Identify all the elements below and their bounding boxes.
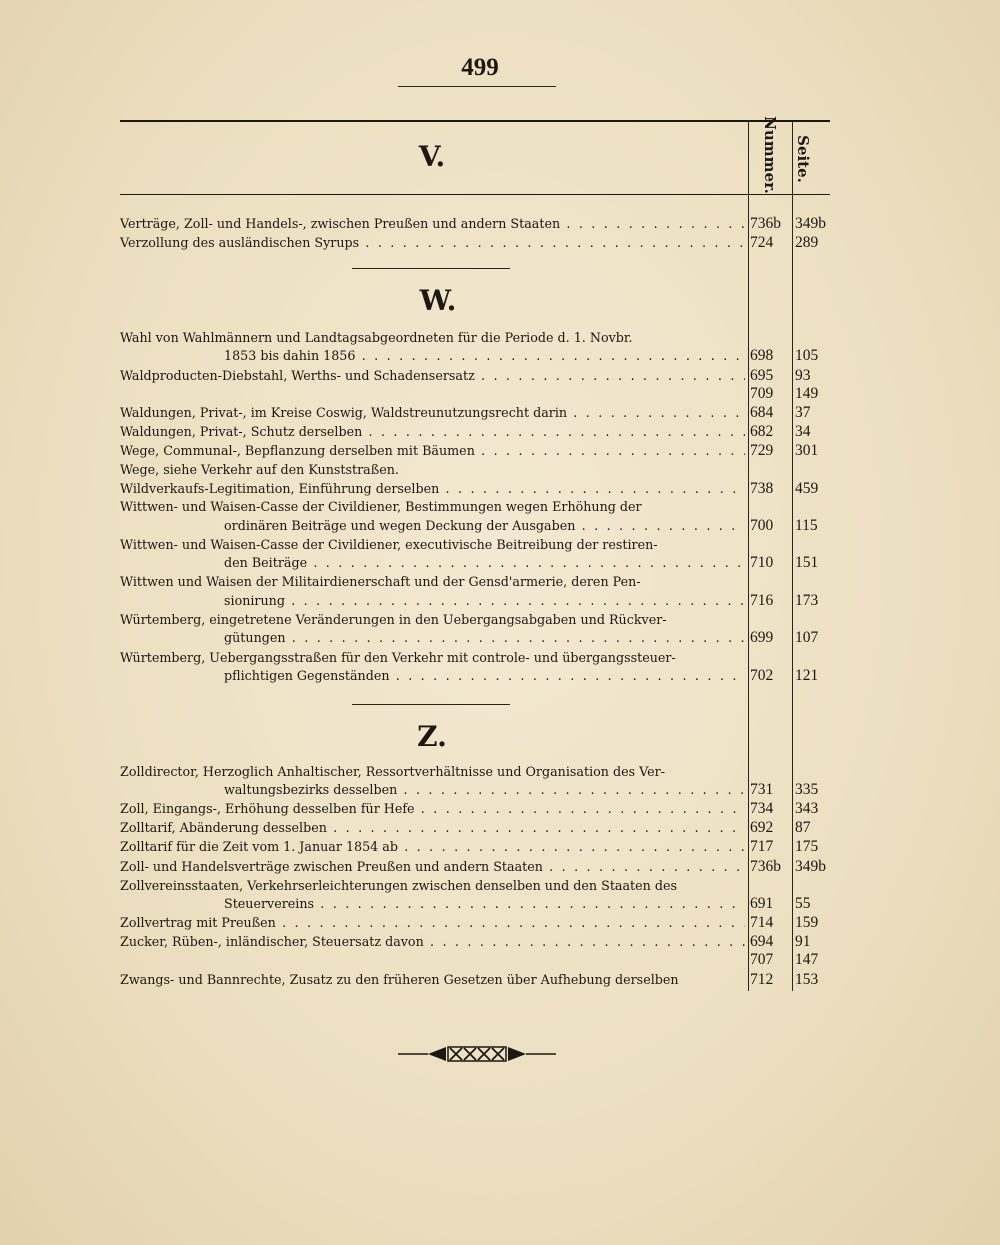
entry-nummer: 710 — [750, 554, 774, 571]
index-entry-continuation: den Beiträge . . . — [224, 553, 745, 572]
entry-seite: 349b — [795, 858, 826, 875]
entry-seite: 107 — [795, 629, 819, 646]
index-entry: Waldproducten-Diebstahl, Werths- und Schadensersatz . . . — [120, 366, 745, 385]
entry-nummer: 724 — [750, 234, 774, 251]
page-number-rule — [398, 86, 556, 87]
entry-nummer: 717 — [750, 838, 774, 855]
index-entry: Wittwen- und Waisen-Casse der Civildiener, Bestimmungen wegen Erhöhung der — [120, 499, 642, 514]
entry-nummer: 698 — [750, 347, 774, 364]
entry-nummer: 700 — [750, 517, 774, 534]
entry-seite: 335 — [795, 781, 819, 798]
index-entry: Zollvereinsstaaten, Verkehrserleichterungen zwischen denselben und den Staaten des — [120, 878, 677, 893]
entry-seite: 349b — [795, 215, 826, 232]
entry-nummer: 731 — [750, 781, 774, 798]
index-entry: Zucker, Rüben-, inländischer, Steuersatz davon . . . — [120, 932, 745, 951]
entry-nummer: 707 — [750, 951, 774, 968]
section-separator-rule — [352, 268, 510, 269]
entry-seite: 34 — [795, 423, 811, 440]
entry-nummer: 712 — [750, 971, 774, 988]
index-entry: Verzollung des ausländischen Syrups . . . — [120, 233, 745, 252]
entry-nummer: 736b — [750, 858, 781, 875]
index-entry: Wildverkaufs-Legitimation, Einführung derselben . . . — [120, 479, 745, 498]
entry-seite: 301 — [795, 442, 819, 459]
entry-nummer: 694 — [750, 933, 774, 950]
entry-seite: 87 — [795, 819, 811, 836]
index-entry-continuation: 1853 bis dahin 1856 . . . — [224, 346, 745, 365]
index-entry: Zolltarif, Abänderung desselben . . . — [120, 818, 745, 837]
index-entry: Wittwen und Waisen der Militairdienerschaft und der Gensd'armerie, deren Pen- — [120, 574, 641, 589]
index-entry: Wahl von Wahlmännern und Landtagsabgeordneten für die Periode d. 1. Novbr. — [120, 330, 633, 345]
entry-nummer: 738 — [750, 480, 774, 497]
index-entry: Würtemberg, eingetretene Veränderungen in den Uebergangsabgaben und Rückver- — [120, 612, 667, 627]
index-entry: Wege, Communal-, Bepflanzung derselben mit Bäumen . . . — [120, 441, 745, 460]
entry-seite: 149 — [795, 385, 819, 402]
entry-nummer: 734 — [750, 800, 774, 817]
index-entry: Waldungen, Privat-, im Kreise Coswig, Waldstreunutzungsrecht darin . . . — [120, 403, 745, 422]
index-entry: Waldungen, Privat-, Schutz derselben . . . — [120, 422, 745, 441]
index-entry: Zwangs- und Bannrechte, Zusatz zu den früheren Gesetzen über Aufhebung derselben — [120, 972, 679, 987]
index-entry: Wittwen- und Waisen-Casse der Civildiener, executivische Beitreibung der restiren- — [120, 537, 658, 552]
entry-nummer: 695 — [750, 367, 774, 384]
index-entry-continuation: Steuervereins . . . — [224, 894, 745, 913]
entry-nummer: 692 — [750, 819, 774, 836]
section-letter-z: Z. — [417, 720, 447, 753]
entry-nummer: 699 — [750, 629, 774, 646]
entry-nummer: 682 — [750, 423, 774, 440]
entry-seite: 55 — [795, 895, 811, 912]
entry-nummer: 736b — [750, 215, 781, 232]
entry-seite: 173 — [795, 592, 819, 609]
entry-nummer: 702 — [750, 667, 774, 684]
entry-seite: 153 — [795, 971, 819, 988]
index-entry: Zolldirector, Herzoglich Anhaltischer, Ressortverhältnisse und Organisation des Ver- — [120, 764, 666, 779]
entry-seite: 37 — [795, 404, 811, 421]
section-letter-w: W. — [419, 284, 457, 317]
column-divider-seite — [792, 121, 793, 991]
column-divider-nummer — [748, 121, 749, 991]
entry-seite: 147 — [795, 951, 819, 968]
index-entry: Verträge, Zoll- und Handels-, zwischen Preußen und andern Staaten . . . — [120, 214, 745, 233]
entry-seite: 91 — [795, 933, 811, 950]
end-ornament — [398, 1044, 556, 1064]
index-entry-continuation: waltungsbezirks desselben . . . — [224, 780, 745, 799]
entry-seite: 151 — [795, 554, 819, 571]
index-entry-continuation: gütungen . . . — [224, 628, 745, 647]
page-number: 499 — [461, 54, 499, 81]
index-entry: Zoll- und Handelsverträge zwischen Preußen und andern Staaten . . . — [120, 857, 745, 876]
entry-nummer: 716 — [750, 592, 774, 609]
index-entry-continuation: pflichtigen Gegenständen . . . — [224, 666, 745, 685]
entry-nummer: 684 — [750, 404, 774, 421]
entry-seite: 105 — [795, 347, 819, 364]
index-entry: Zoll, Eingangs-, Erhöhung desselben für Hefe . . . — [120, 799, 745, 818]
section-letter-v: V. — [418, 140, 446, 173]
entry-seite: 115 — [795, 517, 818, 534]
entry-nummer: 691 — [750, 895, 774, 912]
index-entry: Zolltarif für die Zeit vom 1. Januar 1854 ab . . . — [120, 837, 745, 856]
entry-seite: 175 — [795, 838, 819, 855]
index-entry: Wege, siehe Verkehr auf den Kunststraßen. — [120, 462, 399, 477]
entry-seite: 159 — [795, 914, 819, 931]
column-header-seite: Seite. — [794, 135, 812, 183]
index-entry-continuation: sionirung . . . — [224, 591, 745, 610]
table-header-rule — [120, 194, 830, 195]
entry-seite: 121 — [795, 667, 819, 684]
entry-nummer: 729 — [750, 442, 774, 459]
entry-nummer: 714 — [750, 914, 774, 931]
entry-seite: 343 — [795, 800, 819, 817]
table-top-rule — [120, 120, 830, 122]
entry-seite: 459 — [795, 480, 819, 497]
index-entry: Würtemberg, Uebergangsstraßen für den Verkehr mit controle- und übergangssteuer- — [120, 650, 676, 665]
index-entry-continuation: ordinären Beiträge und wegen Deckung der Ausgaben . . . — [224, 516, 745, 535]
index-entry: Zollvertrag mit Preußen . . . — [120, 913, 745, 932]
entry-seite: 289 — [795, 234, 819, 251]
entry-seite: 93 — [795, 367, 811, 384]
column-header-nummer: Nummer. — [761, 116, 779, 194]
section-separator-rule — [352, 704, 510, 705]
entry-nummer: 709 — [750, 385, 774, 402]
